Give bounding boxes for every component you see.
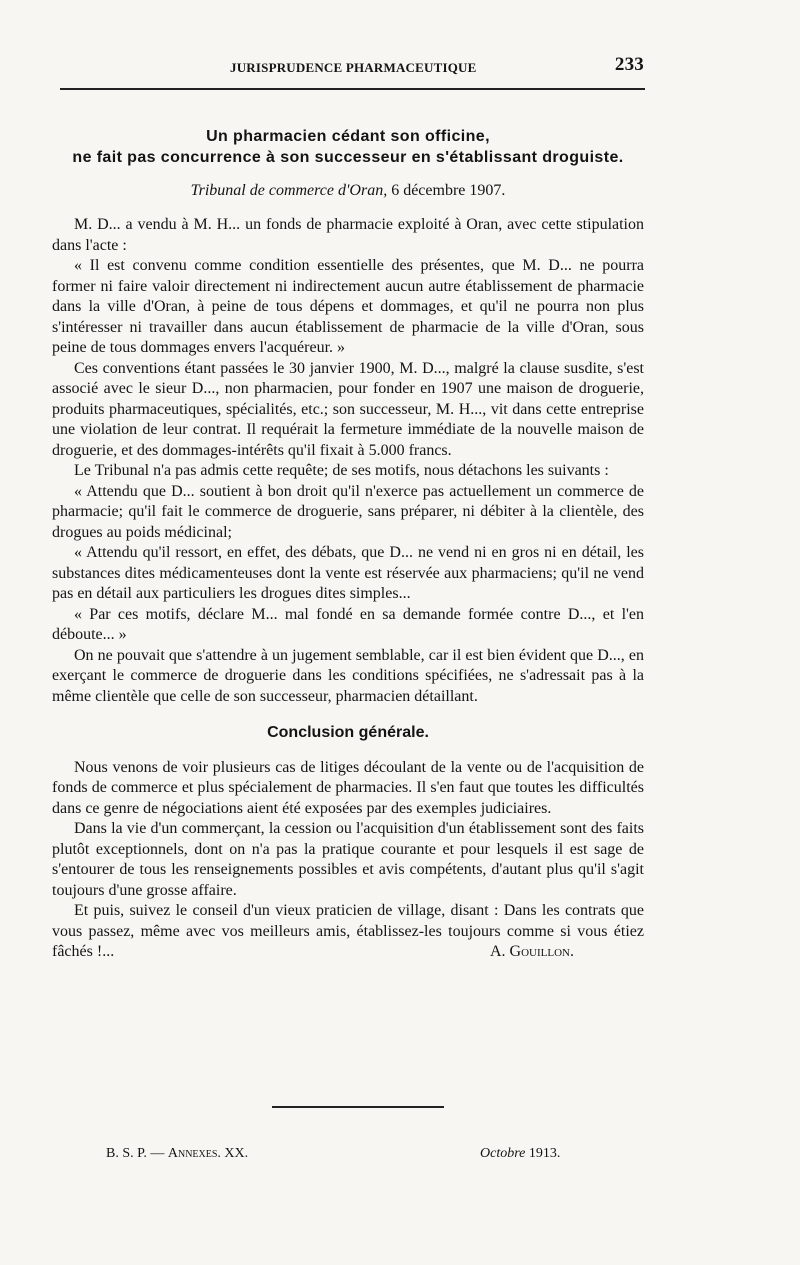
footer-month: Octobre	[480, 1146, 526, 1161]
page	[52, 48, 644, 963]
conclusion-paragraph: Dans la vie d'un commerçant, la cession ou l'acquisition d'un établissement sont des faits plutôt exceptionnels, dont on n'a pas la pratique courante et pour lesquels il est sage de s'entourer de tous les renseignements possibles et avis compétents, d'autant plus qu'il s'agit toujours d'une grosse affaire.	[52, 820, 644, 899]
article-paragraph: « Il est convenu comme condition essentielle des présentes, que M. D... ne pourra former ni faire valoir directement ni indirectement aucun autre établissement de pharmacie dans la ville d'Oran, à peine de tous dépens et dommages, et qu'il ne pourra non plus s'intéresser ni travailler dans aucun établissement de pharmacie de la ville d'Oran, sous peine de tous dommages envers l'acquéreur. »	[52, 257, 644, 356]
article-paragraph: « Attendu qu'il ressort, en effet, des débats, que D... ne vend ni en gros ni en détail, les substances dites médicamenteuses dont la vente est réservée aux pharmaciens; qu'il ne vend pas en détail aux particuliers les drogues dites simples...	[52, 544, 644, 602]
article-title-line-2: ne fait pas concurrence à son successeur en s'établissant droguiste.	[72, 149, 624, 166]
article-paragraph: « Par ces motifs, déclare M... mal fondé en sa demande formée contre D..., et l'en déboute... »	[52, 605, 644, 643]
court-date: 6 décembre 1907.	[391, 182, 506, 199]
court-reference	[52, 182, 644, 200]
author-signature: A. Gouillon.	[490, 943, 574, 960]
conclusion-paragraph	[52, 901, 644, 963]
article-paragraph: On ne pouvait que s'attendre à un jugement semblable, car il est bien évident que D..., en exerçant le commerce de droguerie dans les conditions spécifiées, ne s'adressait pas à la même clientèle que celle de son successeur, pharmacien détaillant.	[52, 646, 644, 705]
conclusion-paragraph: Nous venons de voir plusieurs cas de litiges découlant de la vente ou de l'acquisition de fonds de commerce et plus spécialement de pharmacies. Il s'en faut que toutes les difficultés dans ce genre de négociations aient été exposées par des exemples judiciaires.	[52, 758, 644, 817]
article-title-line-1: Un pharmacien cédant son officine,	[206, 128, 490, 145]
article-paragraph: Ces conventions étant passées le 30 janvier 1900, M. D..., malgré la clause susdite, s'est associé avec le sieur D..., non pharmacien, pour fonder en 1907 une maison de droguerie, produits pharmaceutiques, spécialités, etc.; son successeur, M. H..., vit dans cette entreprise une violation de leur contrat. Il requérait la fermeture immédiate de la nouvelle maison de droguerie, et des dommages-intérêts qu'il fixait à 5.000 francs.	[52, 359, 644, 459]
running-title: JURISPRUDENCE PHARMACEUTIQUE	[230, 60, 477, 75]
article-paragraph: Le Tribunal n'a pas admis cette requête; de ses motifs, nous détachons les suivants :	[74, 462, 609, 479]
footer-date	[480, 1146, 560, 1162]
article-body	[52, 215, 644, 963]
article-title	[52, 126, 644, 168]
court-name: Tribunal de commerce d'Oran,	[190, 182, 388, 199]
article-paragraph: « Attendu que D... soutient à bon droit qu'il n'exerce pas actuellement un commerce de pharmacie; qu'il fait le commerce de droguerie, sans préparer, ni débiter à la clientèle, des drogues au poids médicinal;	[52, 482, 644, 541]
end-rule	[272, 1106, 444, 1108]
page-number: 233	[614, 54, 644, 75]
footer-prefix: B. S. P. —	[106, 1146, 165, 1161]
article-paragraph: M. D... a vendu à M. H... un fonds de pharmacie exploité à Oran, avec cette stipulation dans l'acte :	[52, 216, 644, 254]
footer-annexes: Annexes. XX.	[167, 1146, 249, 1161]
section-heading: Conclusion générale.	[267, 724, 429, 741]
running-head	[52, 48, 644, 76]
footer-publication	[106, 1146, 248, 1162]
header-rule	[60, 88, 645, 90]
footer-year: 1913.	[528, 1146, 561, 1161]
conclusion-last-text: Et puis, suivez le conseil d'un vieux praticien de village, disant : Dans les contrats que vous passez, même avec vos meilleurs amis, établissez-les toujours comme si vous étiez fâchés !...	[52, 902, 644, 960]
